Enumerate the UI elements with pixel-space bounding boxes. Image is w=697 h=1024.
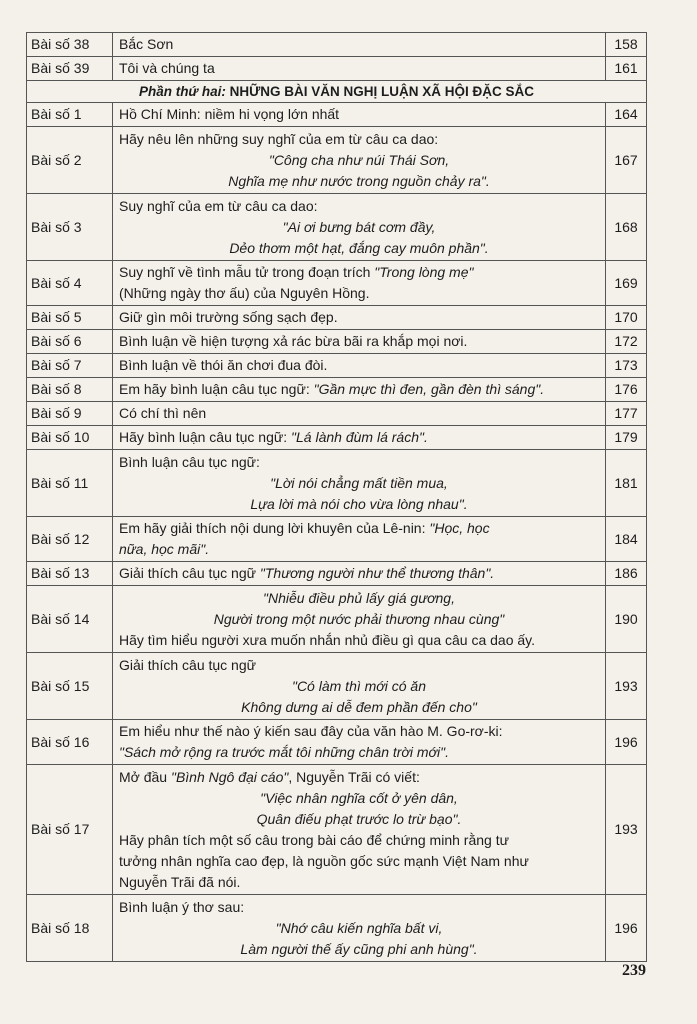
title-segment: Mở đầu [119,768,171,785]
essay-title [113,354,606,378]
essay-title-line: Quân điếu phạt trước lo trừ bạo". [256,810,462,827]
table-row [27,562,647,586]
essay-number: Bài số 9 [27,402,113,426]
essay-title-line: Hồ Chí Minh: niềm hi vọng lớn nhất [119,106,340,122]
essay-title [113,517,606,562]
table-row [27,426,647,450]
page-ref: 190 [606,586,647,653]
essay-title-line [119,563,599,584]
essay-number: Bài số 5 [27,306,113,330]
essay-title [113,653,606,720]
essay-number: Bài số 18 [27,895,113,962]
table-of-contents [26,32,647,962]
section-heading-row [27,81,647,103]
title-segment: , Nguyễn Trãi có viết: [288,768,420,785]
essay-title [113,378,606,402]
essay-title [113,586,606,653]
title-segment: Giải thích câu tục ngữ [119,565,260,581]
essay-title [113,450,606,517]
essay-title-line: Bình luận về thói ăn chơi đua đòi. [119,357,328,373]
table-row [27,895,647,962]
essay-title [113,127,606,194]
table-row [27,450,647,517]
page-ref: 161 [606,57,647,81]
essay-title [113,194,606,261]
essay-title [113,103,606,127]
page-ref: 181 [606,450,647,517]
table-row [27,653,647,720]
essay-number: Bài số 1 [27,103,113,127]
essay-title-line: Bình luận ý thơ sau: [119,898,245,915]
page-ref: 172 [606,330,647,354]
table-row [27,306,647,330]
essay-number: Bài số 16 [27,720,113,765]
essay-title-line: Lựa lời mà nói cho vừa lòng nhau". [250,495,468,512]
essay-title-line: "Ai ơi bưng bát cơm đầy, [282,218,436,235]
table-row [27,378,647,402]
essay-title-line: Bình luận câu tục ngữ: [119,453,260,470]
table-row [27,330,647,354]
table-row [27,194,647,261]
essay-number: Bài số 17 [27,765,113,895]
title-segment: "Lá lành đùm lá rách". [291,429,428,445]
section-heading [27,81,647,103]
essay-title-line: nữa, học mãi". [119,541,210,557]
essay-title-line: Người trong một nước phải thương nhau cùng" [213,610,505,627]
title-segment: Em hãy bình luận câu tục ngữ: [119,381,314,397]
table-row [27,33,647,57]
essay-title-line: Làm người thế ấy cũng phi anh hùng". [240,940,478,957]
essay-number: Bài số 6 [27,330,113,354]
essay-title [113,426,606,450]
page-ref: 176 [606,378,647,402]
title-segment: "Gần mực thì đen, gần đèn thì sáng". [313,381,545,397]
essay-title [113,306,606,330]
table-row [27,354,647,378]
table-row [27,720,647,765]
essay-title-line: Không dưng ai dễ đem phần đến cho" [241,698,477,715]
essay-title [113,895,606,962]
title-segment: "Thương người như thể thương thân". [259,565,495,581]
essay-title-line: Bình luận về hiện tượng xả rác bừa bãi ra khắp mọi nơi. [119,333,468,349]
page-number: 239 [622,962,646,979]
title-segment: Hãy bình luận câu tục ngữ: [119,429,292,445]
page-ref: 193 [606,765,647,895]
essay-title-line: tưởng nhân nghĩa cao đẹp, là nguồn gốc sức mạnh Việt Nam như [119,852,529,869]
essay-number: Bài số 10 [27,426,113,450]
toc-body [27,33,647,962]
page-ref: 168 [606,194,647,261]
table-row [27,57,647,81]
essay-title-line: "Có làm thì mới có ăn [291,677,427,694]
essay-number: Bài số 39 [27,57,113,81]
essay-title-line: "Nhiễu điều phủ lấy giá gương, [263,589,455,606]
page-ref: 169 [606,261,647,306]
essay-title-line: Hãy nêu lên những suy nghĩ của em từ câu ca dao: [119,130,439,147]
essay-title [113,562,606,586]
table-row [27,261,647,306]
essay-title [113,720,606,765]
essay-number: Bài số 12 [27,517,113,562]
essay-title-line: Suy nghĩ của em từ câu ca dao: [119,197,318,214]
essay-title-line [119,427,599,448]
essay-number: Bài số 11 [27,450,113,517]
essay-title-line: Có chí thì nên [119,405,207,421]
page-ref: 193 [606,653,647,720]
page-ref: 186 [606,562,647,586]
essay-title-line: Nghĩa mẹ như nước trong nguồn chảy ra". [228,172,490,189]
essay-title-line: "Việc nhân nghĩa cốt ở yên dân, [260,789,458,806]
essay-number: Bài số 15 [27,653,113,720]
essay-number: Bài số 13 [27,562,113,586]
essay-title-line: "Sách mở rộng ra trước mắt tôi những chân trời mới". [119,744,449,760]
essay-title-line: Hãy tìm hiểu người xưa muốn nhắn nhủ điều gì qua câu ca dao ấy. [119,631,536,648]
table-row [27,765,647,895]
section-heading-title: NHỮNG BÀI VĂN NGHỊ LUẬN XÃ HỘI ĐẶC SẮC [225,84,535,99]
page-ref: 167 [606,127,647,194]
title-segment: "Trong lòng mẹ" [374,264,474,280]
table-row [27,586,647,653]
essay-title-line [119,379,599,400]
essay-number: Bài số 4 [27,261,113,306]
page-ref: 177 [606,402,647,426]
essay-title-line [119,262,599,283]
page-ref: 158 [606,33,647,57]
section-heading-prefix: Phần thứ hai: [138,84,226,99]
page-ref: 173 [606,354,647,378]
page-ref: 164 [606,103,647,127]
essay-number: Bài số 14 [27,586,113,653]
title-segment: Em hãy giải thích nội dung lời khuyên của Lê-nin: [119,520,430,536]
page-ref: 184 [606,517,647,562]
essay-title [113,402,606,426]
essay-title-line: Em hiểu như thế nào ý kiến sau đây của văn hào M. Go-rơ-ki: [119,723,503,739]
essay-number: Bài số 2 [27,127,113,194]
essay-title-line: Hãy phân tích một số câu trong bài cáo để chứng minh rằng tư [119,831,509,848]
essay-title-line: Dẻo thơm một hạt, đắng cay muôn phần". [229,239,489,256]
page-ref: 170 [606,306,647,330]
page-ref: 196 [606,895,647,962]
essay-title: Tôi và chúng ta [113,57,606,81]
table-row [27,517,647,562]
table-row [27,402,647,426]
essay-number: Bài số 8 [27,378,113,402]
essay-title-line: (Những ngày thơ ấu) của Nguyên Hồng. [119,285,370,301]
essay-title-line: Giải thích câu tục ngữ [119,656,256,673]
title-segment: "Bình Ngô đại cáo" [170,768,289,785]
essay-title-line: Giữ gìn môi trường sống sạch đẹp. [119,309,338,325]
essay-number: Bài số 3 [27,194,113,261]
essay-title-line: "Công cha như núi Thái Sơn, [268,151,450,168]
table-row [27,103,647,127]
page-ref: 196 [606,720,647,765]
essay-title-line: "Lời nói chẳng mất tiền mua, [270,474,448,491]
essay-title: Bắc Sơn [113,33,606,57]
title-segment: "Học, học [429,520,490,536]
essay-title-line [119,518,599,539]
essay-title-line: "Nhớ câu kiến nghĩa bất vi, [275,919,443,936]
title-segment: Suy nghĩ về tình mẫu tử trong đoạn trích [119,264,375,280]
essay-number: Bài số 7 [27,354,113,378]
essay-title-line: Nguyễn Trãi đã nói. [119,873,241,890]
essay-number: Bài số 38 [27,33,113,57]
essay-title [113,330,606,354]
essay-title [113,261,606,306]
table-row [27,127,647,194]
essay-title-line [119,767,599,788]
essay-title [113,765,606,895]
page-ref: 179 [606,426,647,450]
